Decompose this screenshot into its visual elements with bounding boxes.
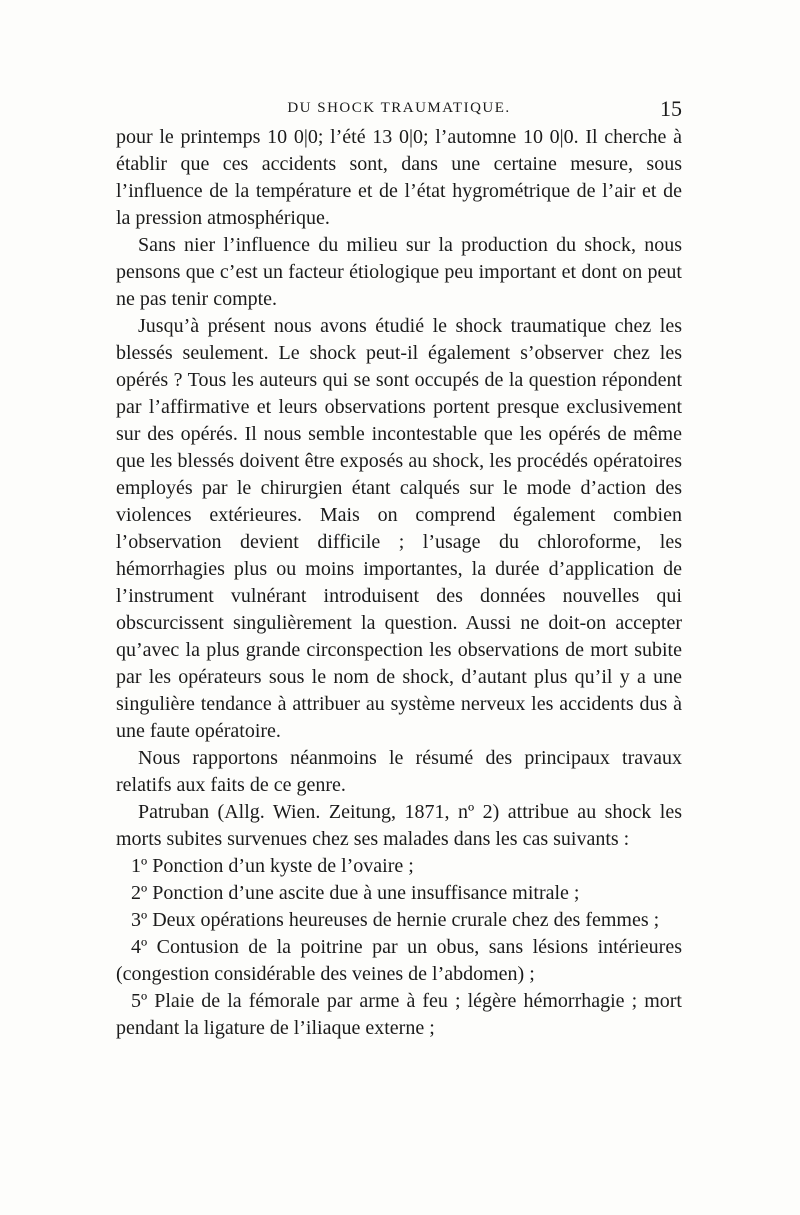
list-item: 5º Plaie de la fémorale par arme à feu ; légère hémorrhagie ; mort pendant la ligature de l’iliaque externe ; bbox=[116, 990, 682, 1039]
list-item: 1º Ponction d’un kyste de l’ovaire ; bbox=[131, 855, 414, 877]
page-number: 15 bbox=[660, 96, 682, 121]
list-item: 3º Deux opérations heureuses de hernie crurale chez des femmes ; bbox=[131, 909, 660, 931]
list-item: 2º Ponction d’une ascite due à une insuffisance mitrale ; bbox=[131, 882, 580, 904]
running-title: DU SHOCK TRAUMATIQUE. bbox=[287, 100, 511, 116]
list-item: 4º Contusion de la poitrine par un obus, sans lésions intérieures (congestion considérable des veines de l’abdomen) ; bbox=[116, 936, 682, 985]
paragraph-operes: Jusqu’à présent nous avons étudié le shock traumatique chez les blessés seulement. Le shock peut-il également s’observer chez les opérés ? Tous les auteurs qui se sont occupés de la question répondent par l’affirmative et leurs observations portent presque exclusivement sur des opérés. Il nous semble incontestable que les opérés de même que les blessés doivent être exposés au shock, les procédés opératoires employés par le chirurgien étant calqués sur le mode d’action des violences extérieures. Mais on comprend également combien l’observation devient difficile ; l’usage du chloroforme, les hémorrhagies plus ou moins importantes, la durée d’application de l’instrument vulnérant introduisent des données nouvelles qui obscurcissent singulièrement la question. Aussi ne doit-on accepter qu’avec la plus grande circonspection les observations de mort subite par les opérateurs sous le nom de shock, d’autant plus qu’il y a une singulière tendance à attribuer au système nerveux les accidents dus à une faute opératoire. bbox=[116, 315, 682, 742]
paragraph-continuation: pour le printemps 10 0|0; l’été 13 0|0; l’automne 10 0|0. Il cherche à établir que ces accidents sont, dans une certaine mesure, sous l’influence de la température et de l’état hygrométrique de l’air et de la pression atmosphérique. bbox=[116, 126, 682, 229]
body-text bbox=[116, 124, 682, 1042]
page-header bbox=[116, 96, 682, 124]
cases-list bbox=[116, 853, 682, 1042]
paragraph-milieu: Sans nier l’influence du milieu sur la production du shock, nous pensons que c’est un facteur étiologique peu important et dont on peut ne pas tenir compte. bbox=[116, 234, 682, 310]
paragraph-patruban: Patruban (Allg. Wien. Zeitung, 1871, nº 2) attribue au shock les morts subites survenues chez ses malades dans les cas suivants : bbox=[116, 801, 682, 850]
paragraph-resume: Nous rapportons néanmoins le résumé des principaux travaux relatifs aux faits de ce genre. bbox=[116, 747, 682, 796]
